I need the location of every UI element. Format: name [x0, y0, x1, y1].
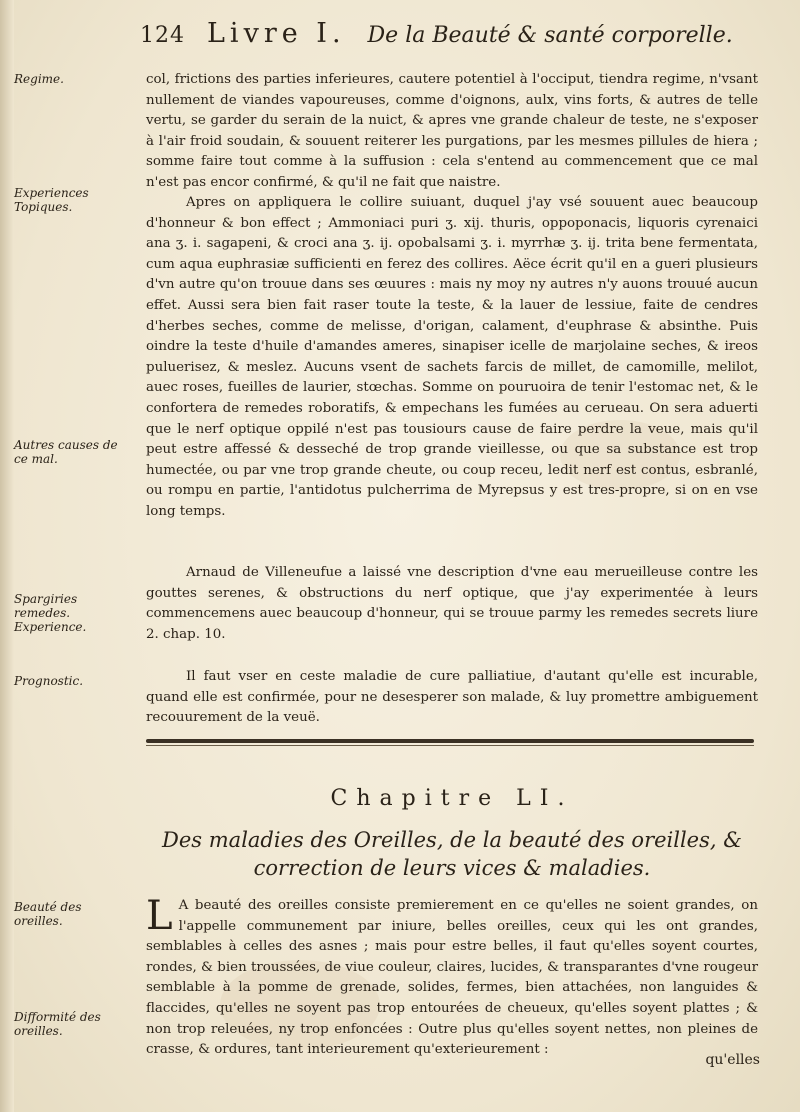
catchword: qu'elles [705, 1052, 760, 1068]
margin-note: Beauté des oreilles. [14, 900, 82, 928]
margin-note: Spargiries remedes. Experience. [14, 592, 87, 634]
section-rule [146, 739, 754, 743]
paragraph: Il faut vser en ceste maladie de cure palliatiue, d'autant qu'elle est incurable, quand elle est confirmée, pour ne desesperer son malade, & luy promettre ambiguement recouurement de la veuë. [146, 669, 758, 726]
running-header [140, 18, 740, 66]
drop-capital: L [146, 893, 173, 939]
paragraph: Arnaud de Villeneufue a laissé vne description d'vne eau merueilleuse contre les gouttes serenes, & obstructions du nerf optique, que j'ay experimentée à leurs commencemens auec beaucoup d'honneur, qui se trouue parmy les remedes secrets liure 2. chap. 10. [146, 565, 758, 642]
page-gutter [0, 0, 14, 1112]
chapter-paragraph [146, 893, 758, 1061]
margin-note: Difformité des oreilles. [14, 1010, 101, 1038]
margin-note: Prognostic. [14, 674, 84, 688]
margin-note: Regime. [14, 72, 64, 86]
margin-note: Experiences Topiques. [14, 186, 89, 214]
margin-note: Autres causes de ce mal. [14, 438, 118, 466]
chapter-heading: Chapitre LI. [330, 786, 574, 811]
book-title: Livre I. [207, 18, 346, 49]
page-number: 124 [140, 23, 185, 48]
chapter-subtitle: Des maladies des Oreilles, de la beauté des oreilles, & correction de leurs vices & maladies. [162, 828, 742, 880]
running-title: De la Beauté & santé corporelle. [367, 23, 733, 48]
paragraph: Apres on appliquera le collire suiuant, duquel j'ay vsé souuent auec beaucoup d'honneur & bon effect ; Ammoniaci puri ʒ. xij. thuris, oppoponacis, liquoris cyrenaici ana ʒ. i. sagapeni, & croci ana ʒ. ij. opobalsami ʒ. i. myrrhæ ʒ. ij. trita bene fermentata, cum aqua euphrasiæ sufficienti en ferez des collires. Aëce écrit qu'il en a gueri plusieurs d'vn autre qu'on trouue dans ses œuures : mais ny moy ny autres n'y auons trouué aucun effet. Aussi sera bien fait raser toute la teste, & la lauer de lessiue, faite de cendres d'herbes seches, comme de melisse, d'origan, calament, d'euphrase & absinthe. Puis oindre la teste d'huile d'amandes ameres, sinapiser icelle de marjolaine seches, & ireos puluerisez, & meslez. Aucuns vsent de sachets farcis de millet, de camomille, melilot, auec roses, fueilles de laurier, stœchas. Somme on pouruoira de tenir l'estomac net, & le confortera de remedes roboratifs, & empechans les fumées au cerueau. On sera aduerti que le nerf optique oppilé n'est pas tousiours cause de faire perdre la veue, mais qu'il peut estre affessé & desseché de trop grande vieillesse, ou que sa substance est trop humectée, ou par vne trop grande cheute, ou coup receu, ledit nerf est contus, esbranlé, ou rompu en partie, l'antidotus pulcherrima de Myrepsus y est tres-propre, si on en vse long temps. [146, 195, 758, 519]
paragraph: col, frictions des parties inferieures, cautere potentiel à l'occiput, tiendra regime, n'vsant nullement de viandes vapoureuses, comme d'oignons, aulx, vins forts, & autres de telle vertu, se garder du serain de la nuict, & apres vne grande chaleur de teste, ne s'exposer à l'air froid soudain, & souuent reiterer les purgations, par les mesmes pillules de hiera ; somme faire tout comme à la suffusion : cela s'entend au commencement que ce mal n'est pas encor confirmé, & qu'il ne fait que naistre. [146, 72, 758, 190]
chapter-paragraph-text: A beauté des oreilles consiste premierement en ce qu'elles ne soient grandes, on l'appelle communement par iniure, belles oreilles, ceux qui les ont grandes, semblables à celles des asnes ; mais pour estre belles, il faut qu'elles soyent courtes, rondes, & bien troussées, de viue couleur, claires, lucides, & transparantes d'vne rougeur semblable à la pomme de grenade, solides, fermes, bien attachées, non languides & flaccides, qu'elles ne soyent pas trop entourées de cheueux, qu'elles soyent plattes ; & non trop releuées, ny trop enfoncées : Outre plus qu'elles soyent nettes, non pleines de crasse, & ordures, tant interieurement qu'exterieurement : [146, 898, 758, 1058]
